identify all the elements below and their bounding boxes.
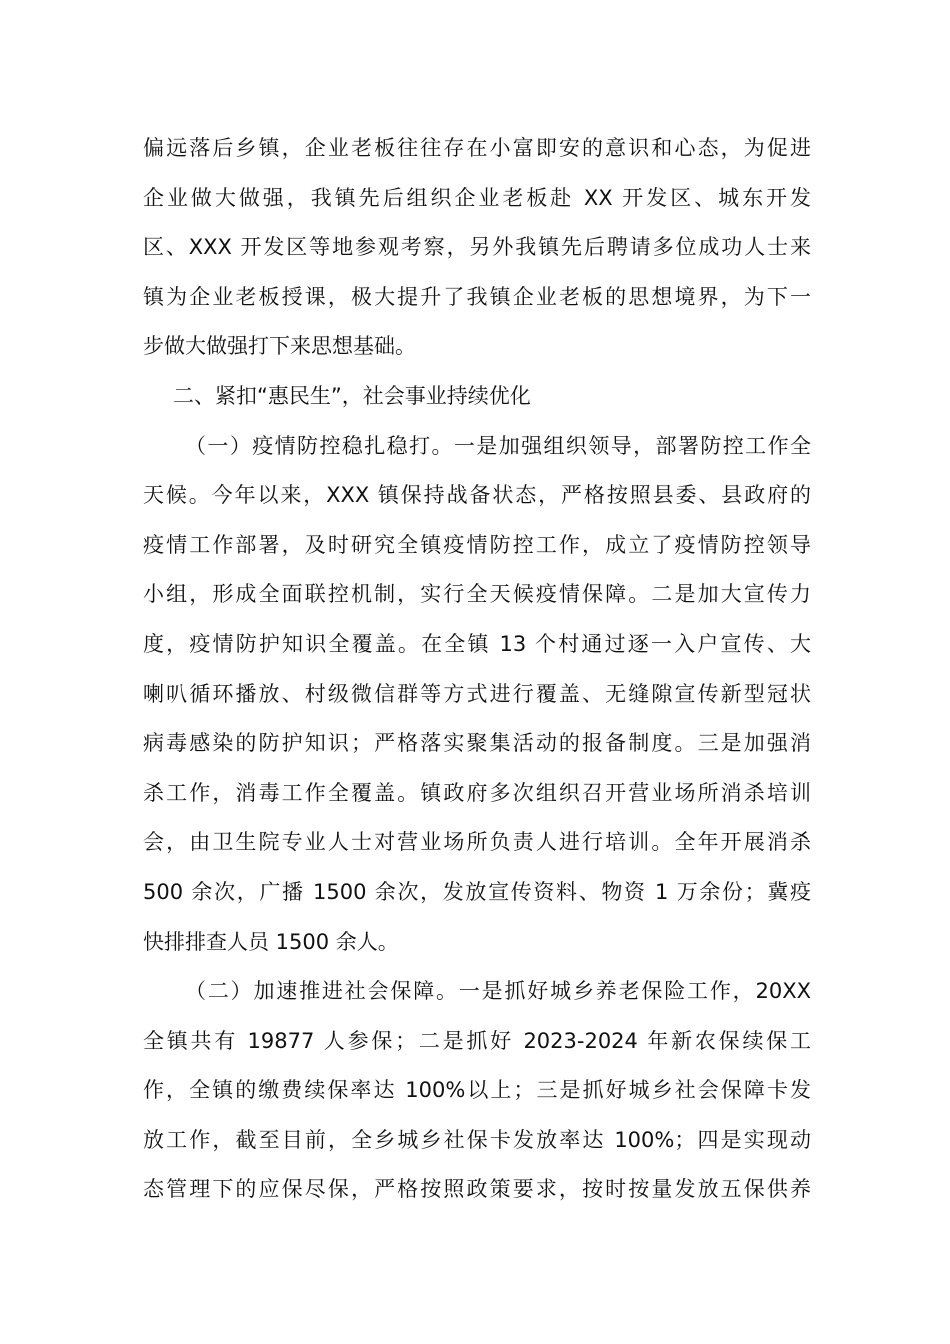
text-line: 500 余次，广播 1500 余次，发放宣传资料、物资 1 万余份；冀疫 [143,879,811,904]
text-line: 天候。今年以来，XXX 镇保持战备状态，严格按照县委、县政府的 [143,483,811,508]
text-line: 疫情工作部署，及时研究全镇疫情防控工作，成立了疫情防控领导 [143,532,811,557]
text-line: 企业做大做强，我镇先后组织企业老板赴 XX 开发区、城东开发 [143,185,811,210]
section-heading-text: 二、紧扣“惠民生”，社会事业持续优化 [173,383,531,408]
text-line: 全镇共有 19877 人参保；二是抓好 2023-2024 年新农保续保工 [143,1028,811,1053]
paragraph [143,124,811,372]
text-line: 度，疫情防护知识全覆盖。在全镇 13 个村通过逐一入户宣传、大 [143,631,811,656]
paragraph [143,967,811,1215]
text-line: 快排排查人员 1500 余人。 [143,929,399,954]
text-line: （二）加速推进社会保障。一是抓好城乡养老保险工作，20XX [185,979,811,1004]
text-line: 喇叭循环播放、村级微信群等方式进行覆盖、无缝隙宣传新型冠状 [143,681,811,706]
text-line: 会，由卫生院专业人士对营业场所负责人进行培训。全年开展消杀 [143,830,811,855]
text-line: 杀工作，消毒工作全覆盖。镇政府多次组织召开营业场所消杀培训 [143,780,811,805]
text-line: 作，全镇的缴费续保率达 100%以上；三是抓好城乡社会保障卡发 [143,1078,811,1103]
text-line: 步做大做强打下来思想基础。 [143,334,416,359]
paragraph [143,422,811,968]
text-line: 态管理下的应保尽保，严格按照政策要求，按时按量发放五保供养 [143,1177,811,1202]
text-line: 偏远落后乡镇，企业老板往往存在小富即安的意识和心态，为促进 [143,136,811,160]
text-line: 放工作，截至目前，全乡城乡社保卡发放率达 100%；四是实现动 [143,1127,811,1152]
section-heading [143,372,811,422]
text-line: （一）疫情防控稳扎稳打。一是加强组织领导，部署防控工作全 [185,433,811,458]
text-line: 病毒感染的防护知识；严格落实聚集活动的报备制度。三是加强消 [143,731,811,756]
text-line: 区、XXX 开发区等地参观考察，另外我镇先后聘请多位成功人士来 [143,235,811,260]
text-line: 镇为企业老板授课，极大提升了我镇企业老板的思想境界，为下一 [143,284,811,309]
document-body [143,124,811,1215]
text-line: 小组，形成全面联控机制，实行全天候疫情保障。二是加大宣传力 [143,582,811,607]
